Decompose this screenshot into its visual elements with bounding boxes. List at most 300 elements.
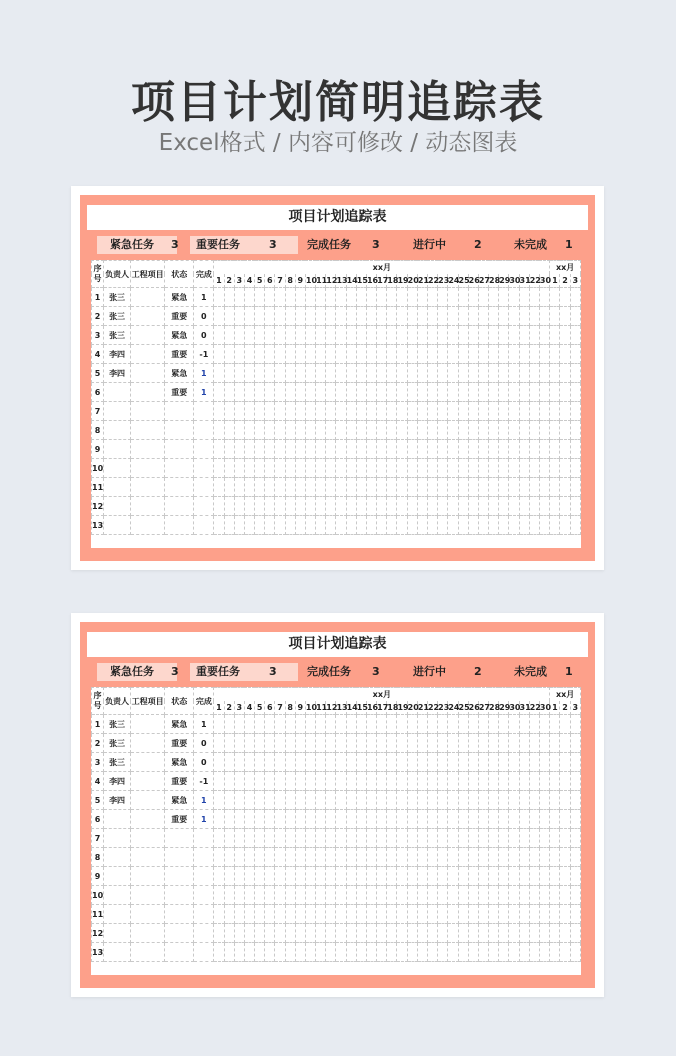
day-cell xyxy=(397,772,407,791)
cell-project xyxy=(131,867,165,886)
day-cell xyxy=(397,516,407,535)
sheet-frame xyxy=(80,195,595,561)
day-cell xyxy=(234,943,244,962)
day-cell xyxy=(326,440,336,459)
day-cell xyxy=(234,810,244,829)
summary-undone-value: 1 xyxy=(565,238,573,251)
day-cell xyxy=(550,326,560,345)
day-cell xyxy=(316,924,326,943)
cell-seq: 11 xyxy=(92,905,104,924)
day-cell xyxy=(387,383,397,402)
day-cell xyxy=(529,326,539,345)
day-cell xyxy=(326,772,336,791)
day-cell xyxy=(356,715,366,734)
day-cell xyxy=(539,383,549,402)
day-cell xyxy=(560,516,570,535)
day-cell xyxy=(417,421,427,440)
cell-owner xyxy=(104,943,131,962)
day-cell xyxy=(458,364,468,383)
day-cell xyxy=(346,364,356,383)
day-cell xyxy=(265,810,275,829)
day-cell xyxy=(427,440,437,459)
day-cell xyxy=(326,497,336,516)
day-cell xyxy=(539,402,549,421)
day-cell xyxy=(366,345,376,364)
day-cell xyxy=(417,288,427,307)
cell-project xyxy=(131,791,165,810)
day-cell xyxy=(275,810,285,829)
day-cell xyxy=(244,326,254,345)
day-cell xyxy=(539,772,549,791)
day-cell xyxy=(346,421,356,440)
day-cell xyxy=(265,497,275,516)
cell-status xyxy=(165,943,194,962)
day-cell xyxy=(295,478,305,497)
col-header-seq: 序号 xyxy=(92,688,104,715)
day-cell xyxy=(407,345,417,364)
table-row xyxy=(92,886,581,905)
day-cell xyxy=(407,753,417,772)
day-cell xyxy=(478,383,488,402)
day-cell xyxy=(499,326,509,345)
day-cell xyxy=(468,326,478,345)
day-cell xyxy=(346,943,356,962)
table-row xyxy=(92,345,581,364)
table-row xyxy=(92,421,581,440)
day-cell xyxy=(509,772,519,791)
day-cell xyxy=(265,772,275,791)
day-cell xyxy=(305,497,315,516)
day-cell xyxy=(366,715,376,734)
day-header: 31 xyxy=(519,274,529,288)
day-header: 28 xyxy=(489,274,499,288)
day-cell xyxy=(305,326,315,345)
day-cell xyxy=(244,867,254,886)
day-header: 22 xyxy=(529,701,539,715)
day-cell xyxy=(570,364,580,383)
day-cell xyxy=(519,497,529,516)
day-cell xyxy=(407,459,417,478)
day-cell xyxy=(458,734,468,753)
day-cell xyxy=(550,383,560,402)
day-cell xyxy=(356,383,366,402)
cell-project xyxy=(131,772,165,791)
day-cell xyxy=(458,383,468,402)
day-cell xyxy=(509,307,519,326)
day-cell xyxy=(489,924,499,943)
day-cell xyxy=(539,829,549,848)
day-cell xyxy=(234,791,244,810)
day-cell xyxy=(458,905,468,924)
day-cell xyxy=(478,867,488,886)
day-cell xyxy=(377,886,387,905)
day-cell xyxy=(244,421,254,440)
day-cell xyxy=(570,421,580,440)
cell-owner: 张三 xyxy=(104,734,131,753)
day-cell xyxy=(275,905,285,924)
cell-seq: 6 xyxy=(92,383,104,402)
cell-owner: 李四 xyxy=(104,772,131,791)
day-cell xyxy=(234,753,244,772)
day-header: 18 xyxy=(387,274,397,288)
day-header: 1 xyxy=(214,274,224,288)
day-cell xyxy=(346,772,356,791)
day-cell xyxy=(366,734,376,753)
day-cell xyxy=(489,829,499,848)
day-cell xyxy=(489,478,499,497)
day-cell xyxy=(448,829,458,848)
day-cell xyxy=(499,516,509,535)
cell-owner: 李四 xyxy=(104,791,131,810)
day-cell xyxy=(295,924,305,943)
day-cell xyxy=(285,867,295,886)
day-cell xyxy=(316,829,326,848)
day-cell xyxy=(499,364,509,383)
day-cell xyxy=(255,440,265,459)
day-cell xyxy=(550,402,560,421)
day-cell xyxy=(214,478,224,497)
day-cell xyxy=(255,516,265,535)
day-cell xyxy=(438,326,448,345)
day-cell xyxy=(427,345,437,364)
day-cell xyxy=(570,810,580,829)
day-cell xyxy=(448,924,458,943)
day-cell xyxy=(356,810,366,829)
day-cell xyxy=(570,715,580,734)
day-cell xyxy=(295,326,305,345)
day-cell xyxy=(397,307,407,326)
hero-title: 项目计划简明追踪表 xyxy=(131,77,545,128)
day-cell xyxy=(305,886,315,905)
day-cell xyxy=(427,715,437,734)
day-cell xyxy=(560,848,570,867)
day-cell xyxy=(214,440,224,459)
day-cell xyxy=(448,459,458,478)
day-cell xyxy=(346,734,356,753)
day-cell xyxy=(417,905,427,924)
day-cell xyxy=(529,364,539,383)
day-cell xyxy=(458,772,468,791)
day-cell xyxy=(529,867,539,886)
day-cell xyxy=(427,288,437,307)
day-header: 27 xyxy=(478,274,488,288)
day-header: 20 xyxy=(407,274,417,288)
day-cell xyxy=(397,810,407,829)
day-cell xyxy=(509,943,519,962)
day-cell xyxy=(448,345,458,364)
day-cell xyxy=(387,810,397,829)
day-cell xyxy=(529,924,539,943)
day-cell xyxy=(366,772,376,791)
day-cell xyxy=(458,288,468,307)
day-cell xyxy=(346,886,356,905)
day-cell xyxy=(539,734,549,753)
day-cell xyxy=(499,829,509,848)
day-cell xyxy=(326,345,336,364)
day-cell xyxy=(326,734,336,753)
day-cell xyxy=(539,848,549,867)
cell-seq: 3 xyxy=(92,753,104,772)
col-header-owner: 负责人 xyxy=(104,261,131,288)
day-cell xyxy=(417,772,427,791)
day-cell xyxy=(560,772,570,791)
day-cell xyxy=(550,886,560,905)
day-cell xyxy=(316,402,326,421)
day-header: 22 xyxy=(427,274,437,288)
day-cell xyxy=(326,924,336,943)
day-cell xyxy=(499,848,509,867)
day-cell xyxy=(468,810,478,829)
cell-owner xyxy=(104,905,131,924)
day-cell xyxy=(387,307,397,326)
day-cell xyxy=(214,772,224,791)
day-cell xyxy=(285,326,295,345)
day-cell xyxy=(570,383,580,402)
day-cell xyxy=(366,886,376,905)
day-cell xyxy=(519,440,529,459)
table-row xyxy=(92,772,581,791)
day-cell xyxy=(295,943,305,962)
cell-done xyxy=(194,478,214,497)
day-cell xyxy=(244,734,254,753)
day-cell xyxy=(417,924,427,943)
table-row xyxy=(92,497,581,516)
day-cell xyxy=(255,905,265,924)
cell-seq: 2 xyxy=(92,734,104,753)
day-cell xyxy=(499,905,509,924)
day-cell xyxy=(295,905,305,924)
cell-status xyxy=(165,848,194,867)
day-cell xyxy=(234,772,244,791)
day-cell xyxy=(326,886,336,905)
day-cell xyxy=(265,516,275,535)
cell-status xyxy=(165,421,194,440)
day-cell xyxy=(224,886,234,905)
col-header-month-2: xx月 xyxy=(550,261,581,275)
day-cell xyxy=(570,791,580,810)
day-cell xyxy=(499,478,509,497)
day-cell xyxy=(356,924,366,943)
day-cell xyxy=(417,478,427,497)
table-row xyxy=(92,943,581,962)
day-cell xyxy=(346,516,356,535)
day-cell xyxy=(407,867,417,886)
day-cell xyxy=(397,421,407,440)
day-cell xyxy=(275,326,285,345)
day-cell xyxy=(438,440,448,459)
summary-important-value: 3 xyxy=(269,665,277,678)
day-cell xyxy=(275,753,285,772)
cell-status: 重要 xyxy=(165,734,194,753)
day-cell xyxy=(438,810,448,829)
cell-done: 1 xyxy=(194,715,214,734)
day-cell xyxy=(336,810,346,829)
day-cell xyxy=(499,772,509,791)
day-cell xyxy=(326,943,336,962)
day-cell xyxy=(407,478,417,497)
day-cell xyxy=(224,440,234,459)
day-cell xyxy=(458,421,468,440)
day-cell xyxy=(499,867,509,886)
day-cell xyxy=(468,772,478,791)
day-cell xyxy=(336,867,346,886)
cell-status xyxy=(165,924,194,943)
day-cell xyxy=(387,345,397,364)
day-cell xyxy=(275,924,285,943)
day-cell xyxy=(305,810,315,829)
summary-done-value: 3 xyxy=(372,665,380,678)
day-cell xyxy=(509,867,519,886)
day-cell xyxy=(478,478,488,497)
day-cell xyxy=(529,943,539,962)
day-cell xyxy=(326,478,336,497)
day-cell xyxy=(305,791,315,810)
day-cell xyxy=(489,345,499,364)
day-cell xyxy=(407,421,417,440)
day-cell xyxy=(234,307,244,326)
day-header: 24 xyxy=(448,274,458,288)
day-cell xyxy=(255,326,265,345)
day-cell xyxy=(255,497,265,516)
day-cell xyxy=(244,715,254,734)
cell-project xyxy=(131,459,165,478)
cell-owner xyxy=(104,478,131,497)
day-cell xyxy=(285,753,295,772)
day-cell xyxy=(255,345,265,364)
day-cell xyxy=(438,772,448,791)
day-cell xyxy=(438,516,448,535)
day-header: 7 xyxy=(275,701,285,715)
cell-done xyxy=(194,867,214,886)
day-cell xyxy=(458,848,468,867)
day-cell xyxy=(397,402,407,421)
day-cell xyxy=(387,478,397,497)
day-cell xyxy=(438,497,448,516)
day-cell xyxy=(387,402,397,421)
cell-done xyxy=(194,905,214,924)
day-cell xyxy=(560,924,570,943)
day-cell xyxy=(316,810,326,829)
day-cell xyxy=(214,734,224,753)
day-cell xyxy=(519,734,529,753)
day-cell xyxy=(478,516,488,535)
table-row xyxy=(92,715,581,734)
day-cell xyxy=(346,307,356,326)
cell-project xyxy=(131,345,165,364)
cell-seq: 13 xyxy=(92,516,104,535)
day-cell xyxy=(305,459,315,478)
day-cell xyxy=(285,402,295,421)
cell-status xyxy=(165,886,194,905)
day-cell xyxy=(489,943,499,962)
day-cell xyxy=(356,886,366,905)
day-cell xyxy=(224,943,234,962)
day-cell xyxy=(519,326,529,345)
day-cell xyxy=(468,734,478,753)
day-cell xyxy=(397,364,407,383)
day-cell xyxy=(550,497,560,516)
day-cell xyxy=(377,943,387,962)
day-cell xyxy=(458,402,468,421)
day-cell xyxy=(295,402,305,421)
day-cell xyxy=(285,364,295,383)
cell-done xyxy=(194,402,214,421)
day-cell xyxy=(570,848,580,867)
day-cell xyxy=(407,497,417,516)
day-cell xyxy=(316,364,326,383)
day-cell xyxy=(234,734,244,753)
day-cell xyxy=(550,734,560,753)
day-cell xyxy=(509,326,519,345)
day-cell xyxy=(570,867,580,886)
day-cell xyxy=(295,772,305,791)
day-cell xyxy=(570,478,580,497)
day-cell xyxy=(550,905,560,924)
day-cell xyxy=(316,288,326,307)
day-cell xyxy=(560,402,570,421)
col-header-month-1: xx月 xyxy=(214,688,550,702)
day-cell xyxy=(458,886,468,905)
day-cell xyxy=(468,715,478,734)
cell-project xyxy=(131,829,165,848)
day-cell xyxy=(560,829,570,848)
day-cell xyxy=(316,905,326,924)
day-cell xyxy=(346,497,356,516)
day-cell xyxy=(458,326,468,345)
day-cell xyxy=(285,829,295,848)
cell-owner xyxy=(104,924,131,943)
day-cell xyxy=(244,516,254,535)
day-cell xyxy=(346,753,356,772)
day-cell xyxy=(326,326,336,345)
day-cell xyxy=(326,364,336,383)
day-cell xyxy=(478,772,488,791)
day-cell xyxy=(427,421,437,440)
day-cell xyxy=(438,829,448,848)
summary-bar xyxy=(80,234,595,256)
day-cell xyxy=(550,459,560,478)
day-cell xyxy=(336,364,346,383)
day-cell xyxy=(478,753,488,772)
day-cell xyxy=(468,924,478,943)
day-cell xyxy=(499,402,509,421)
day-header: 6 xyxy=(265,701,275,715)
day-cell xyxy=(326,402,336,421)
day-cell xyxy=(316,459,326,478)
day-cell xyxy=(377,829,387,848)
day-cell xyxy=(265,478,275,497)
day-cell xyxy=(397,848,407,867)
day-cell xyxy=(397,886,407,905)
cell-seq: 10 xyxy=(92,886,104,905)
day-cell xyxy=(448,478,458,497)
day-cell xyxy=(519,867,529,886)
day-cell xyxy=(550,829,560,848)
day-cell xyxy=(427,734,437,753)
day-cell xyxy=(448,791,458,810)
table-row xyxy=(92,924,581,943)
day-header: 23 xyxy=(438,701,448,715)
day-cell xyxy=(407,924,417,943)
day-cell xyxy=(285,924,295,943)
day-cell xyxy=(326,383,336,402)
day-cell xyxy=(387,440,397,459)
day-cell xyxy=(285,307,295,326)
day-cell xyxy=(265,829,275,848)
day-cell xyxy=(336,459,346,478)
col-header-status: 状态 xyxy=(165,261,194,288)
day-cell xyxy=(224,459,234,478)
